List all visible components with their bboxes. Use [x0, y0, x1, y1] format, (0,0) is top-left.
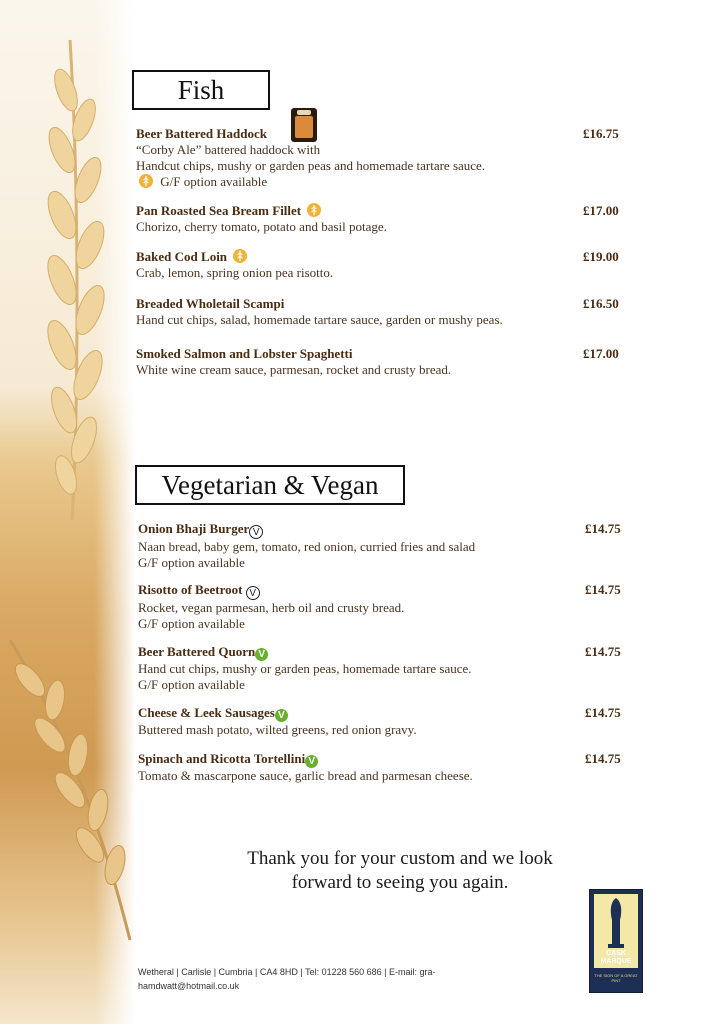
item-description: White wine cream sauce, parmesan, rocket and crusty bread. — [136, 362, 452, 377]
item-price: £14.75 — [585, 644, 621, 659]
menu-item — [136, 296, 636, 328]
item-name: Risotto of Beetroot — [138, 582, 243, 597]
contact-footer — [138, 965, 498, 993]
fish-section-heading: Fish — [132, 70, 270, 110]
menu-item — [136, 249, 636, 281]
cask-label: CASK — [606, 950, 626, 957]
item-name: Onion Bhaji Burger — [138, 521, 250, 536]
item-price: £14.75 — [585, 751, 621, 766]
item-price: £14.75 — [585, 582, 621, 597]
item-name: Beer Battered Quorn — [138, 644, 256, 659]
menu-item — [138, 582, 638, 632]
item-name: Baked Cod Loin — [136, 249, 228, 264]
item-note: G/F option available — [136, 174, 636, 190]
gluten-free-wheat-icon — [139, 174, 153, 188]
item-name: Pan Roasted Sea Bream Fillet — [136, 203, 302, 218]
menu-item — [136, 346, 636, 378]
item-description: Tomato & mascarpone sauce, garlic bread and parmesan cheese. — [138, 768, 473, 783]
vegan-icon: V — [255, 648, 268, 661]
item-price: £16.75 — [583, 126, 619, 141]
email-line: hamdwatt@hotmail.co.uk — [138, 981, 240, 991]
item-description: Chorizo, cherry tomato, potato and basil potage. — [136, 219, 387, 234]
item-name: Smoked Salmon and Lobster Spaghetti — [136, 346, 353, 361]
vegetarian-icon: V — [246, 586, 260, 600]
item-name: Beer Battered Haddock — [136, 126, 267, 141]
menu-item — [138, 705, 638, 738]
item-price: £19.00 — [583, 249, 619, 264]
vegetarian-icon: V — [249, 525, 263, 539]
item-description: Hand cut chips, mushy or garden peas, homemade tartare sauce. — [138, 661, 472, 676]
item-name: Spinach and Ricotta Tortellini — [138, 751, 306, 766]
item-description: Naan bread, baby gem, tomato, red onion, curried fries and salad — [138, 539, 476, 554]
item-description: “Corby Ale” battered haddock with — [136, 142, 321, 157]
item-name: Breaded Wholetail Scampi — [136, 296, 285, 311]
vegetarian-vegan-section-heading: Vegetarian & Vegan — [135, 465, 405, 505]
thank-you-line: Thank you for your custom and we look — [247, 848, 553, 869]
item-price: £17.00 — [583, 203, 619, 218]
gluten-free-wheat-icon — [307, 203, 321, 217]
item-description: Hand cut chips, salad, homemade tartare sauce, garden or mushy peas. — [136, 312, 503, 327]
wheat-ear-illustration — [0, 0, 135, 1024]
item-note: G/F option available — [138, 616, 245, 631]
item-note: G/F option available — [138, 677, 245, 692]
wheat-background-image — [0, 0, 135, 1024]
item-price: £14.75 — [585, 705, 621, 720]
item-price: £17.00 — [583, 346, 619, 361]
menu-item — [138, 644, 638, 693]
vegan-icon: V — [275, 709, 288, 722]
item-description: Buttered mash potato, wilted greens, red onion gravy. — [138, 722, 417, 737]
item-description: Crab, lemon, spring onion pea risotto. — [136, 265, 334, 280]
gluten-free-wheat-icon — [233, 249, 247, 263]
item-description: Rocket, vegan parmesan, herb oil and crusty bread. — [138, 600, 405, 615]
item-price: £16.50 — [583, 296, 619, 311]
item-description: Handcut chips, mushy or garden peas and homemade tartare sauce. — [136, 158, 486, 173]
item-note: G/F option available — [138, 555, 245, 570]
cask-marque-logo — [589, 889, 643, 993]
menu-item — [136, 126, 636, 190]
menu-item — [136, 203, 636, 235]
thank-you-line: forward to seeing you again. — [291, 872, 509, 893]
menu-item — [138, 521, 638, 571]
thank-you-message — [200, 847, 600, 895]
item-name: Cheese & Leek Sausages — [138, 705, 275, 720]
cask-tagline: THE SIGN OF A GREAT PINT — [594, 973, 638, 983]
item-price: £14.75 — [585, 521, 621, 536]
address-line: Wetheral | Carlisle | Cumbria | CA4 8HD | Tel: 01228 560 686 | E-mail: gra- — [138, 967, 436, 977]
menu-item — [138, 751, 638, 784]
marque-label: MARQUE — [600, 958, 632, 965]
vegan-icon: V — [305, 755, 318, 768]
